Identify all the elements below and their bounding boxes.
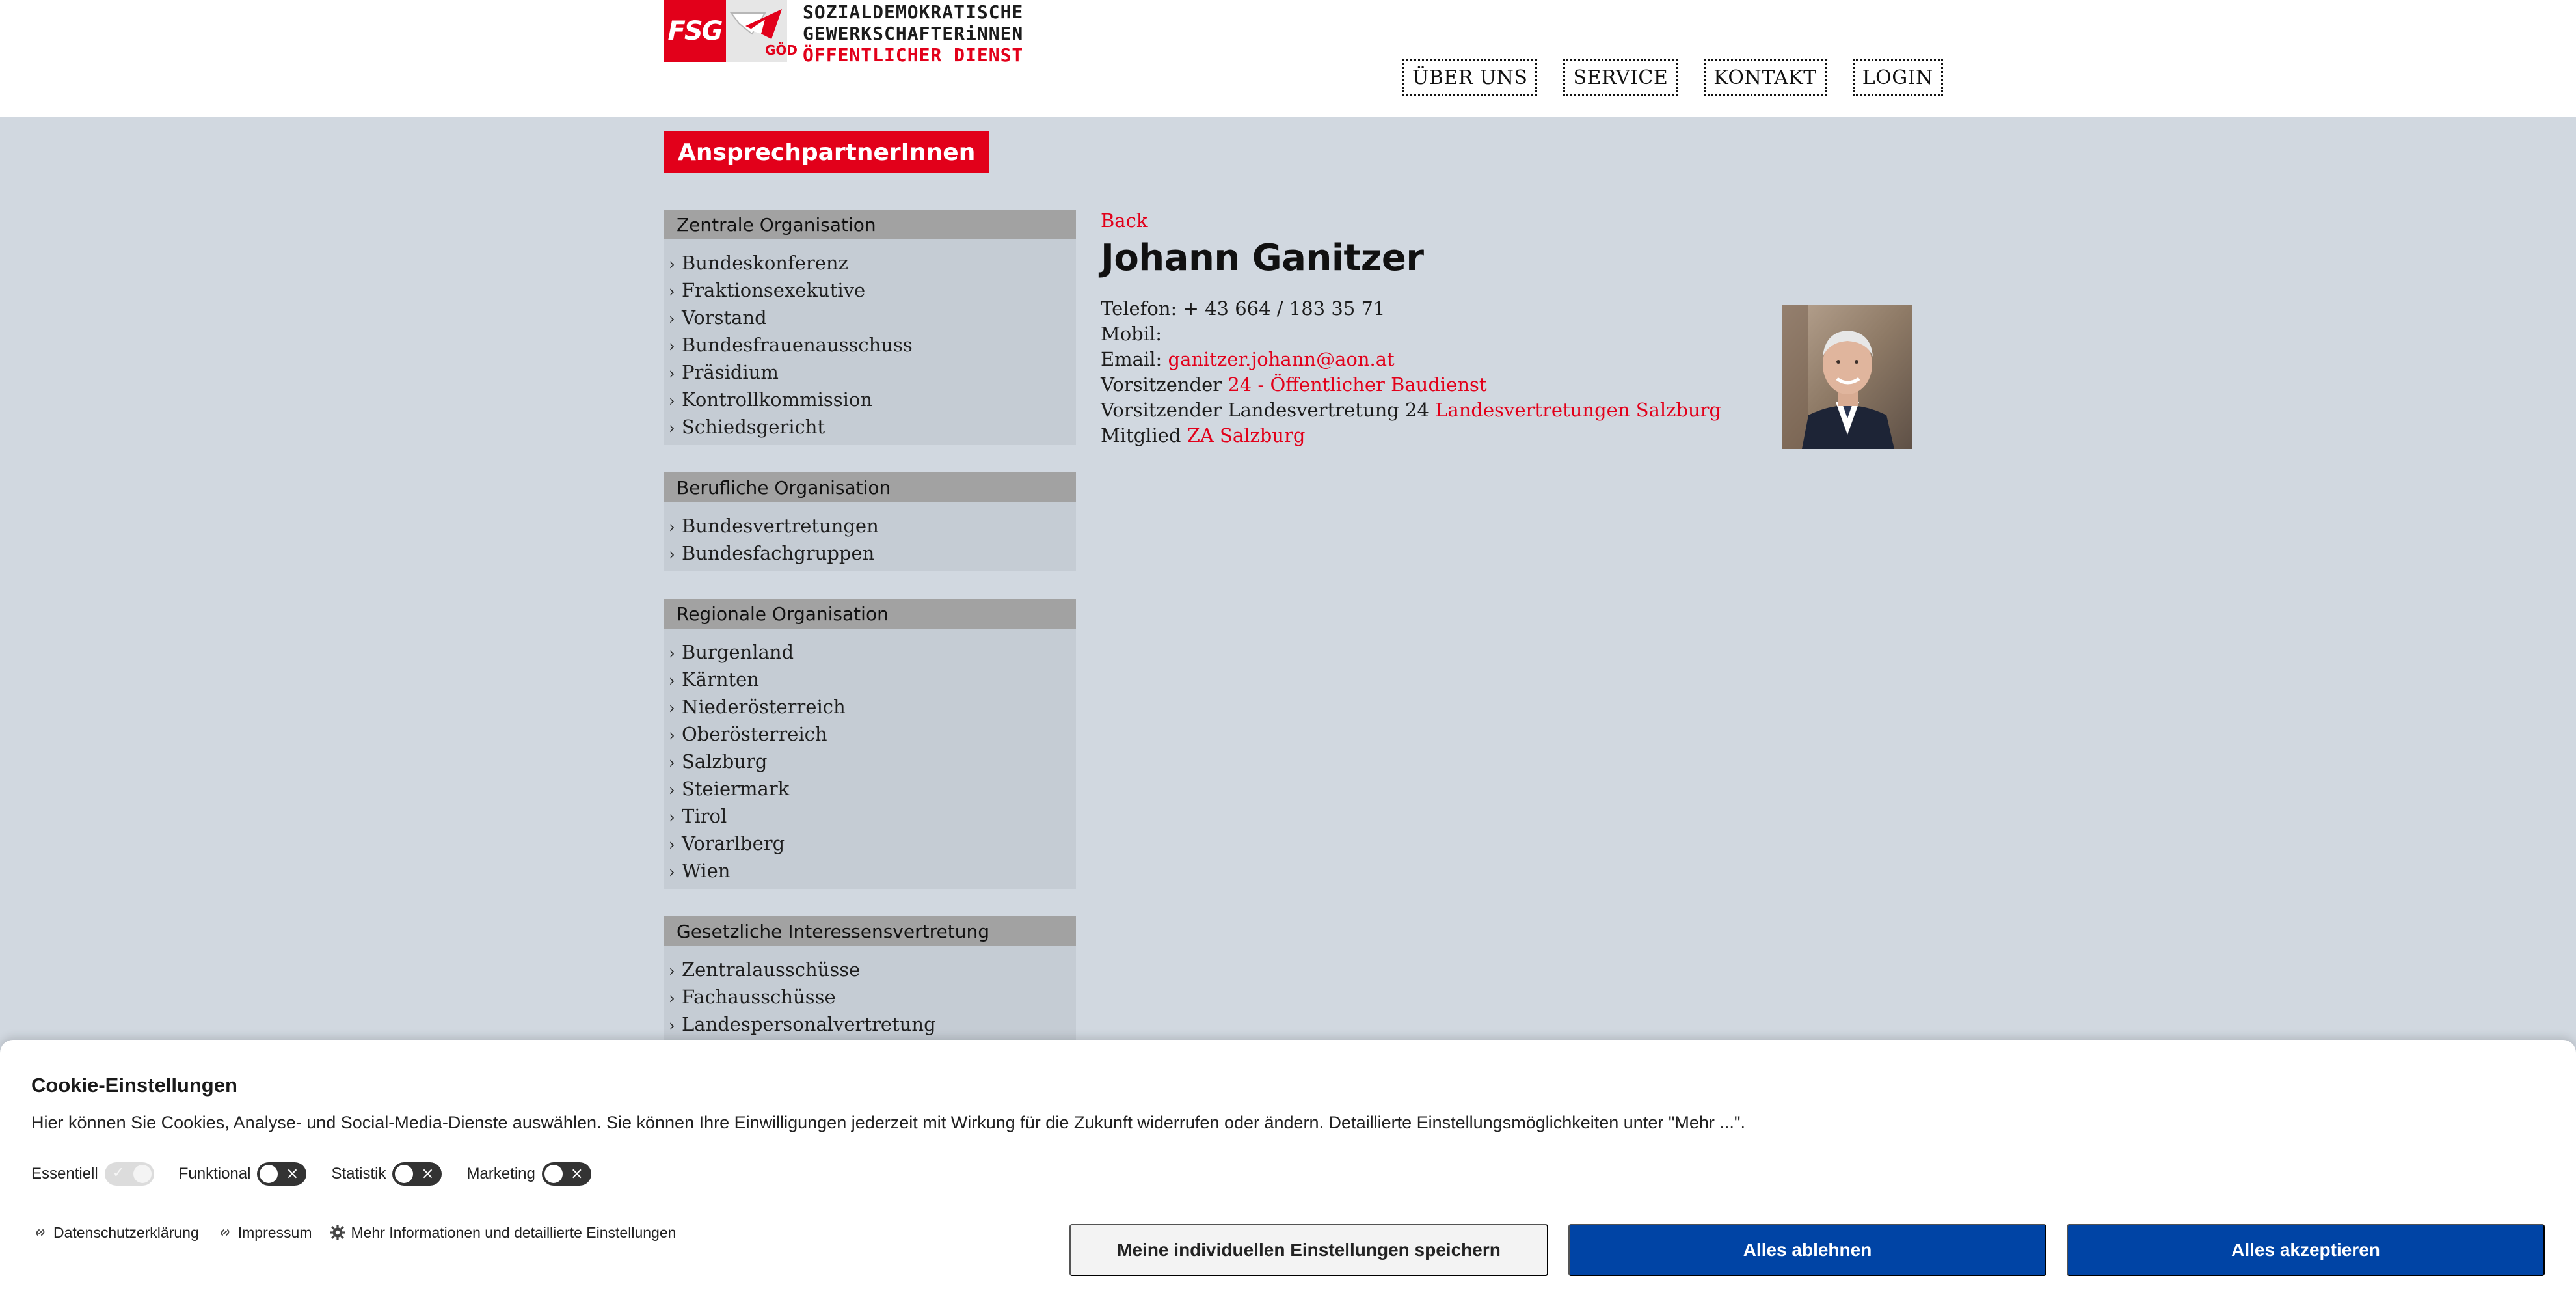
sidebar-item-vorstand[interactable]: › Vorstand	[669, 305, 1076, 332]
cookie-description: Hier können Sie Cookies, Analyse- und Social-Media-Dienste auswählen. Sie können Ihre Einwilligungen jederzeit mit Wirkung für die Zukunft widerrufen oder ändern. Detaillierte Einstellungsmöglichkeiten unter "Mehr ...".	[31, 1113, 1746, 1132]
switch-knob	[260, 1165, 278, 1183]
god-logo-mark	[726, 0, 798, 62]
sidebar-item-bundeskonferenz[interactable]: › Bundeskonferenz	[669, 250, 1076, 277]
chevron-right-icon: ›	[669, 726, 675, 744]
toggle-marketing	[466, 1162, 591, 1186]
logo-line-1: SOZIALDEMOKRATISCHE	[803, 1, 1024, 23]
phone-value: + 43 664 / 183 35 71	[1183, 297, 1386, 320]
sidebar-item-praesidium[interactable]: › Präsidium	[669, 359, 1076, 387]
sidebar-item-fachausschuesse[interactable]: › Fachausschüsse	[669, 984, 1076, 1011]
chevron-right-icon: ›	[669, 392, 675, 410]
link-icon	[216, 1223, 234, 1242]
sidebar-item-tirol[interactable]: › Tirol	[669, 803, 1076, 830]
toggle-funktional	[179, 1162, 307, 1186]
sidebar-item-salzburg[interactable]: › Salzburg	[669, 748, 1076, 776]
person-photo	[1782, 305, 1912, 449]
role-label: Mitglied	[1101, 424, 1181, 446]
toggle-statistik	[331, 1162, 442, 1186]
sidebar-group-berufliche	[664, 472, 1076, 571]
toggle-label: Essentiell	[31, 1165, 98, 1182]
page-title: AnsprechpartnerInnen	[664, 131, 989, 173]
role-link-landesvertretungen[interactable]: Landesvertretungen Salzburg	[1435, 399, 1722, 421]
sidebar-item-oberoesterreich[interactable]: › Oberösterreich	[669, 721, 1076, 748]
switch-knob	[133, 1165, 152, 1183]
logo-wordmark	[803, 0, 1023, 64]
toggle-essentiell	[31, 1162, 154, 1186]
x-icon: ×	[421, 1164, 435, 1182]
sidebar-item-fraktionsexekutive[interactable]: › Fraktionsexekutive	[669, 277, 1076, 305]
chevron-right-icon: ›	[669, 808, 675, 826]
person-name: Johann Ganitzer	[1101, 237, 1424, 279]
reject-all-button[interactable]: Alles ablehnen	[1568, 1224, 2046, 1276]
x-icon: ×	[570, 1164, 584, 1182]
sidebar-item-zentralausschuesse[interactable]: › Zentralausschüsse	[669, 957, 1076, 984]
switch-knob	[544, 1165, 563, 1183]
check-icon: ✓	[112, 1165, 125, 1181]
sidebar-group-title: Berufliche Organisation	[664, 472, 1076, 502]
chevron-right-icon: ›	[669, 310, 675, 328]
chevron-right-icon: ›	[669, 672, 675, 690]
cookie-toggles	[31, 1162, 616, 1186]
chevron-right-icon: ›	[669, 989, 675, 1007]
main-nav	[1402, 59, 1943, 96]
x-icon: ×	[286, 1164, 299, 1182]
chevron-right-icon: ›	[669, 1016, 675, 1035]
mobile-label: Mobil:	[1101, 323, 1162, 345]
sidebar-item-bundesfachgruppen[interactable]: › Bundesfachgruppen	[669, 540, 1076, 567]
sidebar-group-title: Gesetzliche Interessensvertretung	[664, 916, 1076, 946]
more-settings-link[interactable]: Mehr Informationen und detaillierte Einstellungen	[329, 1223, 676, 1242]
cookie-links	[31, 1223, 693, 1242]
phone-label: Telefon:	[1101, 297, 1177, 320]
sidebar-item-landespersonalvertretung[interactable]: › Landespersonalvertretung	[669, 1011, 1076, 1039]
sidebar-group-zentrale	[664, 210, 1076, 445]
chevron-right-icon: ›	[669, 754, 675, 772]
chevron-right-icon: ›	[669, 699, 675, 717]
funktional-switch[interactable]	[257, 1162, 306, 1186]
email-label: Email:	[1101, 348, 1162, 370]
switch-knob	[395, 1165, 413, 1183]
nav-kontakt[interactable]: KONTAKT	[1704, 59, 1826, 96]
chevron-right-icon: ›	[669, 545, 675, 564]
statistik-switch[interactable]	[392, 1162, 442, 1186]
privacy-link[interactable]: Datenschutzerklärung	[31, 1223, 199, 1242]
chevron-right-icon: ›	[669, 644, 675, 662]
back-link[interactable]: Back	[1101, 210, 1148, 232]
toggle-label: Statistik	[331, 1165, 386, 1182]
logo-line-3: ÖFFENTLICHER DIENST	[803, 44, 1024, 66]
nav-login[interactable]: LOGIN	[1853, 59, 1943, 96]
sidebar-group-title: Zentrale Organisation	[664, 210, 1076, 239]
role-label: Vorsitzender	[1101, 374, 1222, 396]
portrait-image	[1782, 305, 1912, 449]
sidebar-item-vorarlberg[interactable]: › Vorarlberg	[669, 830, 1076, 858]
fsg-logo-mark: FSG	[664, 0, 726, 62]
chevron-right-icon: ›	[669, 255, 675, 273]
sidebar-item-steiermark[interactable]: › Steiermark	[669, 776, 1076, 803]
sidebar-item-kontrollkommission[interactable]: › Kontrollkommission	[669, 387, 1076, 414]
sidebar-item-wien[interactable]: › Wien	[669, 858, 1076, 885]
sidebar-item-bundesvertretungen[interactable]: › Bundesvertretungen	[669, 513, 1076, 540]
sidebar-item-bundesfrauenausschuss[interactable]: › Bundesfrauenausschuss	[669, 332, 1076, 359]
save-settings-button[interactable]: Meine individuellen Einstellungen speichern	[1069, 1224, 1548, 1276]
link-icon	[31, 1223, 49, 1242]
sidebar-item-burgenland[interactable]: › Burgenland	[669, 639, 1076, 666]
sidebar-group-title: Regionale Organisation	[664, 599, 1076, 629]
nav-service[interactable]: SERVICE	[1563, 59, 1678, 96]
site-header	[0, 0, 2576, 117]
essentiell-switch	[105, 1162, 154, 1186]
god-emblem-icon	[726, 0, 798, 62]
chevron-right-icon: ›	[669, 863, 675, 881]
gear-icon	[329, 1223, 347, 1242]
marketing-switch[interactable]	[542, 1162, 591, 1186]
site-logo[interactable]	[664, 0, 1054, 64]
sidebar-item-niederoesterreich[interactable]: › Niederösterreich	[669, 694, 1076, 721]
logo-line-2: GEWERKSCHAFTERiNNEN	[803, 23, 1024, 44]
cookie-title: Cookie-Einstellungen	[31, 1074, 237, 1097]
chevron-right-icon: ›	[669, 836, 675, 854]
sidebar-group-regionale	[664, 599, 1076, 889]
role-label: Vorsitzender Landesvertretung 24	[1101, 399, 1429, 421]
email-link[interactable]: ganitzer.johann@aon.at	[1168, 348, 1395, 370]
toggle-label: Marketing	[466, 1165, 535, 1182]
god-logo-letters: GÖD	[765, 42, 798, 58]
chevron-right-icon: ›	[669, 962, 675, 980]
sidebar	[664, 210, 1076, 1097]
chevron-right-icon: ›	[669, 337, 675, 355]
sidebar-item-kaernten[interactable]: › Kärnten	[669, 666, 1076, 694]
imprint-link[interactable]: Impressum	[216, 1223, 312, 1242]
nav-ueber-uns[interactable]: ÜBER UNS	[1402, 59, 1537, 96]
chevron-right-icon: ›	[669, 364, 675, 383]
chevron-right-icon: ›	[669, 518, 675, 536]
chevron-right-icon: ›	[669, 282, 675, 301]
role-link-za-salzburg[interactable]: ZA Salzburg	[1187, 424, 1306, 446]
chevron-right-icon: ›	[669, 419, 675, 437]
accept-all-button[interactable]: Alles akzeptieren	[2067, 1224, 2545, 1276]
sidebar-item-schiedsgericht[interactable]: › Schiedsgericht	[669, 414, 1076, 441]
toggle-label: Funktional	[178, 1165, 251, 1182]
role-link-baudienst[interactable]: 24 - Öffentlicher Baudienst	[1228, 374, 1487, 396]
cookie-banner	[0, 1040, 2576, 1308]
chevron-right-icon: ›	[669, 781, 675, 799]
